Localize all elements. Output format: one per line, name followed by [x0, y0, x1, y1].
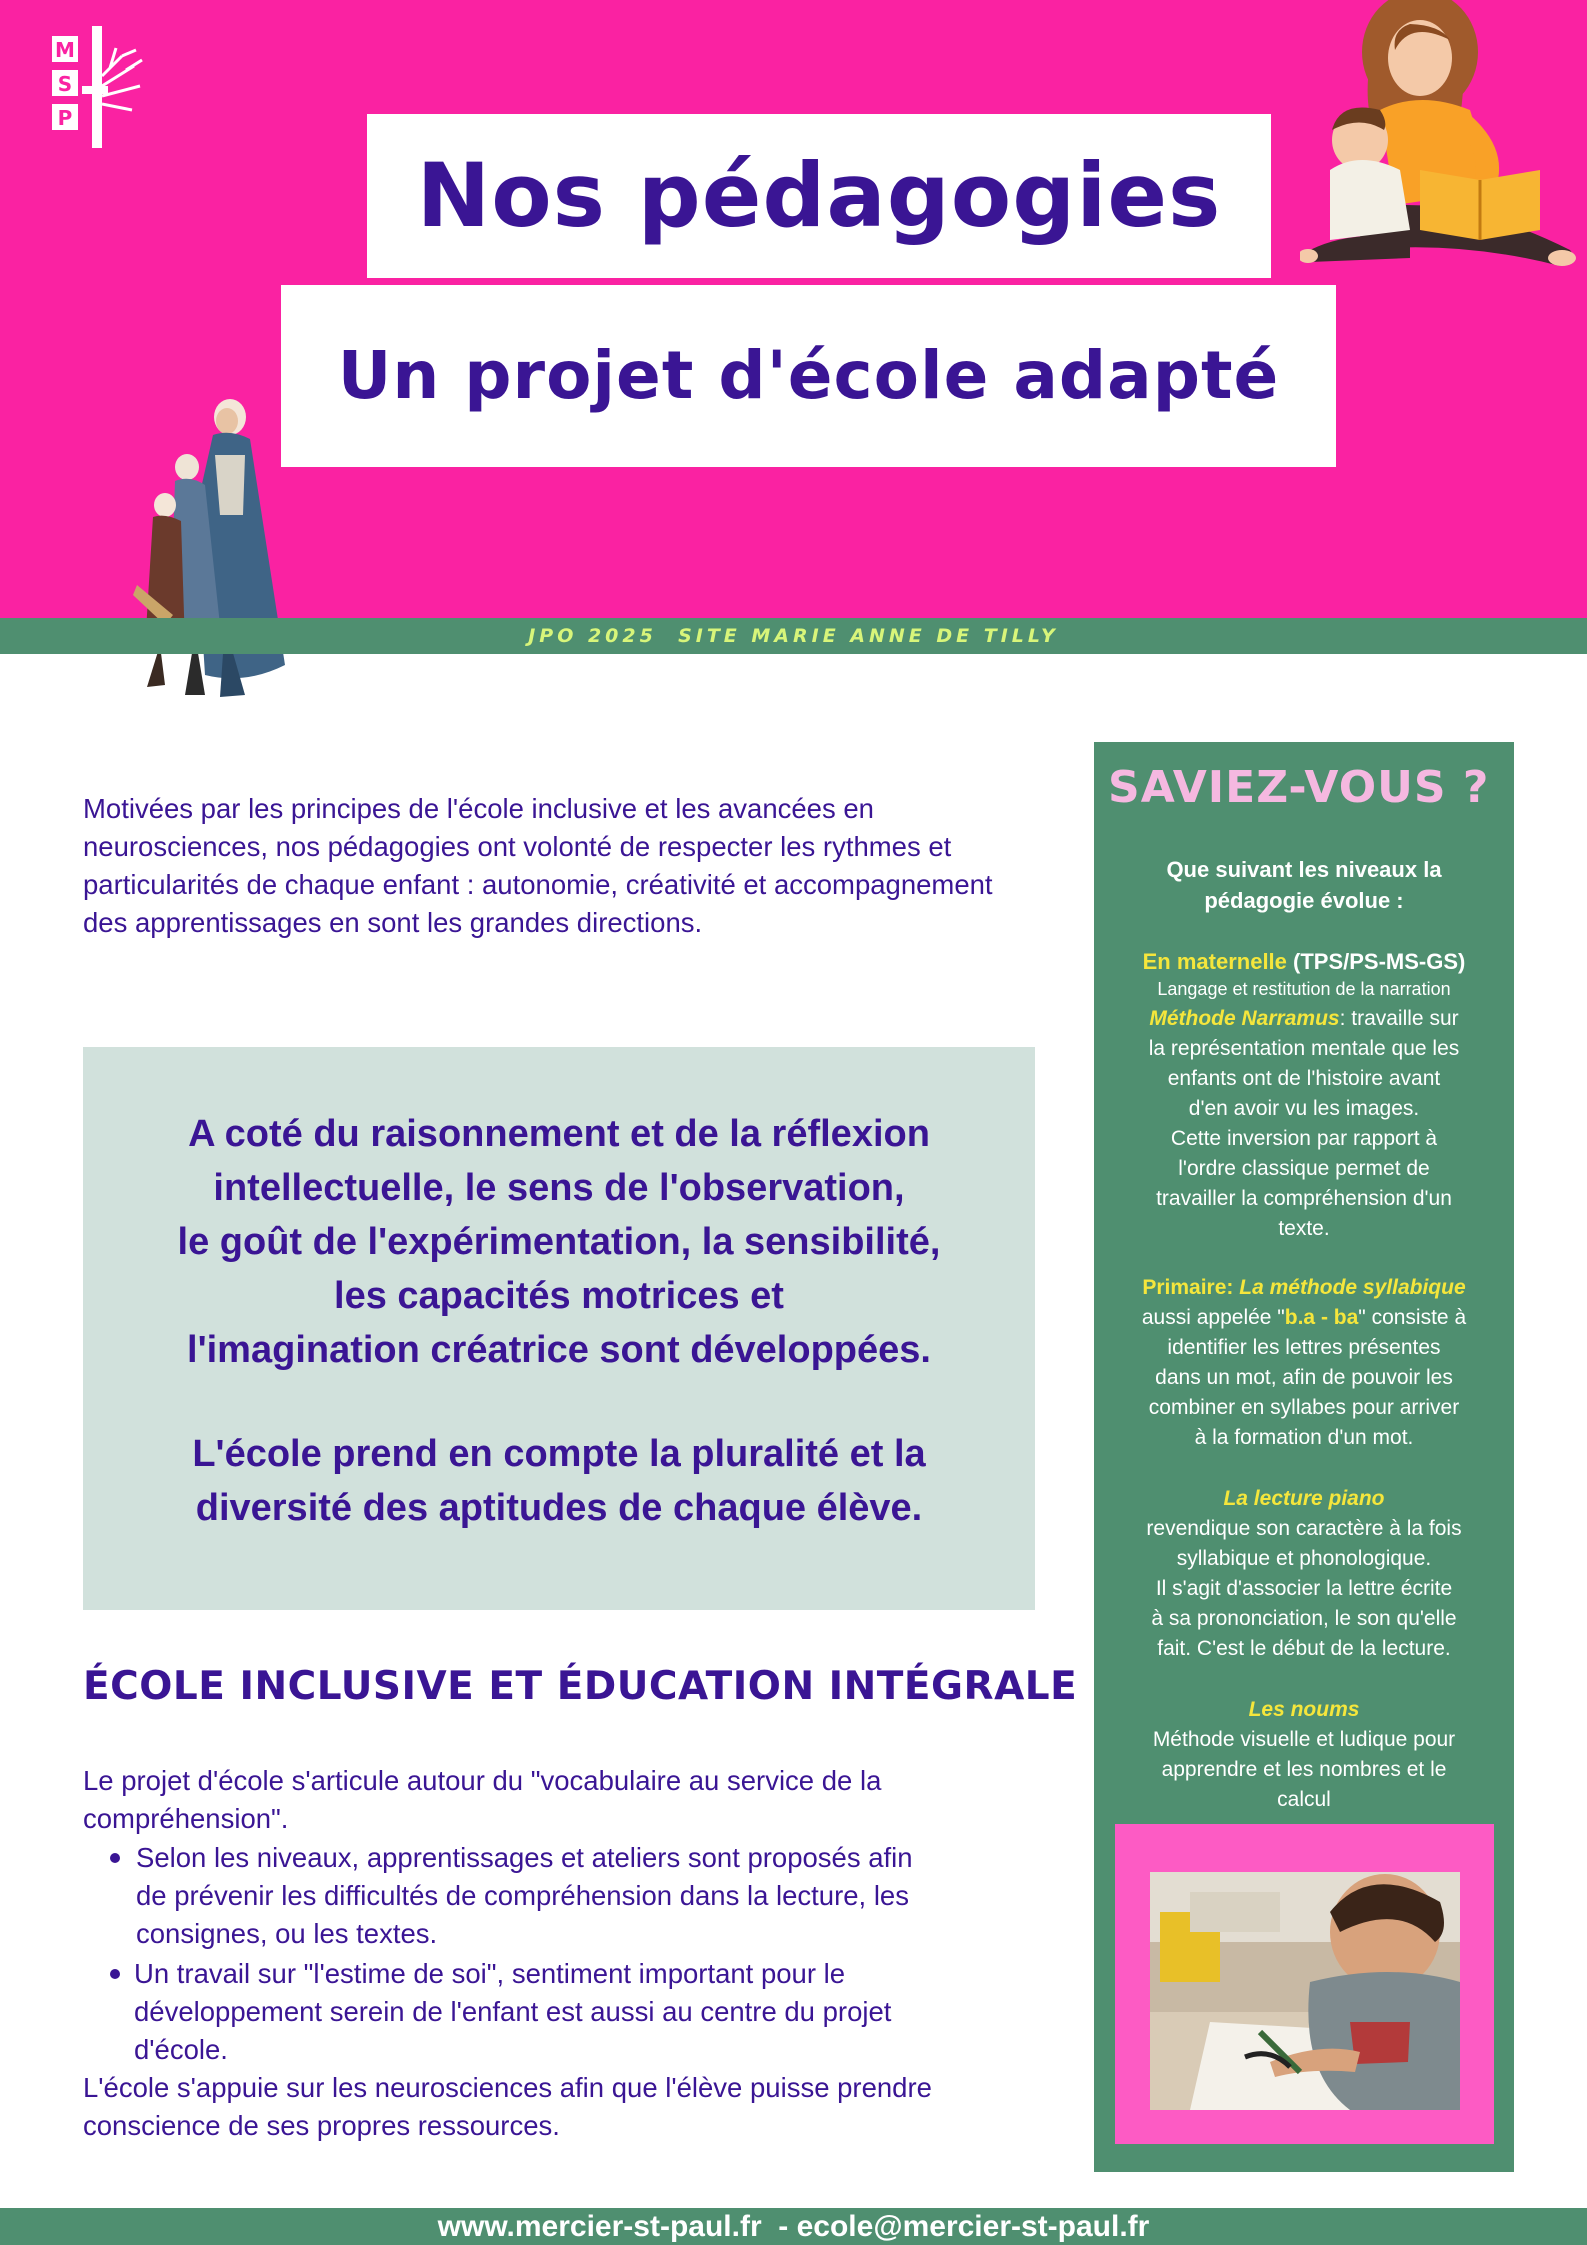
bullet-line: développement serein de l'enfant est aussi au centre du projet — [134, 1996, 892, 2027]
bullet-dot — [110, 1853, 120, 1863]
bullet-line: Un travail sur "l'estime de soi", sentiment important pour le — [134, 1958, 846, 1989]
quote-line: l'imagination créatrice sont développées. — [187, 1329, 931, 1371]
syllabique-code: b.a - ba — [1284, 1306, 1359, 1329]
bullet-line: Selon les niveaux, apprentissages et ateliers sont proposés afin — [136, 1842, 913, 1873]
section-intro-line: Le projet d'école s'articule autour du "vocabulaire au service de la — [83, 1765, 882, 1796]
logo-letter-p: P — [57, 106, 73, 130]
piano-line: Il s'agit d'associer la lettre écrite — [1155, 1577, 1453, 1600]
syllabique-heading — [1094, 1303, 1514, 1333]
narramus-label: Méthode Narramus — [1149, 1007, 1340, 1030]
school-logo — [52, 26, 148, 150]
narramus-line: d'en avoir vu les images. — [1188, 1097, 1420, 1120]
piano-line: revendique son caractère à la fois — [1146, 1517, 1462, 1540]
logo-letter-s: S — [57, 72, 73, 96]
closing-line: conscience de ses propres ressources. — [83, 2110, 560, 2141]
panel-lead-line: pédagogie évolue : — [1204, 888, 1404, 913]
quote-line: diversité des aptitudes de chaque élève. — [195, 1487, 923, 1529]
piano-heading: La lecture piano — [1223, 1487, 1385, 1510]
quote-line: L'école prend en compte la pluralité et la — [192, 1433, 926, 1475]
narramus-heading — [1094, 1004, 1514, 1034]
child-writing-photo — [1150, 1872, 1460, 2110]
maternelle-label: En maternelle — [1142, 949, 1287, 974]
quote-line: A coté du raisonnement et de la réflexion — [188, 1113, 930, 1155]
bullet-line: de prévenir les difficultés de compréhension dans la lecture, les — [136, 1880, 909, 1911]
intro-paragraph: Motivées par les principes de l'école inclusive et les avancées en neurosciences, nos pédagogies ont volonté de respecter les rythmes et particularités de chaque enfant : autonomie, créativité et accompagnement des apprentissages en sont les grandes directions. — [83, 793, 993, 938]
maternelle-heading — [1094, 947, 1514, 977]
syllabique-line: identifier les lettres présentes — [1167, 1336, 1441, 1359]
primaire-heading — [1094, 1273, 1514, 1303]
narramus-rest: : travaille sur — [1339, 1007, 1459, 1030]
piano-line: fait. C'est le début de la lecture. — [1157, 1637, 1451, 1660]
quote-line: les capacités motrices et — [334, 1275, 784, 1317]
bullet-dot — [110, 1969, 120, 1979]
syllabique-pre: aussi appelée " — [1141, 1306, 1285, 1329]
narramus-line: Cette inversion par rapport à — [1170, 1127, 1438, 1150]
jpo-strip-text: JPO 2025 SITE MARIE ANNE DE TILLY — [528, 625, 1059, 647]
noums-line: calcul — [1277, 1788, 1331, 1811]
noums-line: Méthode visuelle et ludique pour — [1152, 1728, 1456, 1751]
syllabique-line: à la formation d'un mot. — [1194, 1426, 1414, 1449]
historical-women-illustration — [125, 395, 300, 700]
piano-line: à sa prononciation, le son qu'elle — [1151, 1607, 1457, 1630]
maternelle-subtitle: Langage et restitution de la narration — [1157, 979, 1451, 999]
primaire-label: Primaire: — [1142, 1276, 1234, 1299]
panel-lead-line: Que suivant les niveaux la — [1166, 857, 1442, 882]
syllabique-post: " consiste à — [1358, 1306, 1467, 1329]
quote-line: le goût de l'expérimentation, la sensibilité, — [177, 1221, 941, 1263]
page-title: Nos pédagogies — [416, 144, 1222, 247]
narramus-line: texte. — [1278, 1217, 1330, 1240]
piano-line: syllabique et phonologique. — [1176, 1547, 1432, 1570]
narramus-line: l'ordre classique permet de — [1178, 1157, 1430, 1180]
bullet-line: d'école. — [134, 2034, 228, 2065]
narramus-line: travailler la compréhension d'un — [1156, 1187, 1452, 1210]
syllabique-line: dans un mot, afin de pouvoir les — [1155, 1366, 1453, 1389]
panel-title: SAVIEZ-VOUS ? — [1108, 762, 1490, 813]
noums-heading: Les noums — [1248, 1698, 1360, 1721]
quote-line: intellectuelle, le sens de l'observation, — [213, 1167, 905, 1209]
maternelle-levels: (TPS/PS-MS-GS) — [1286, 949, 1466, 974]
noums-line: apprendre et les nombres et le — [1161, 1758, 1447, 1781]
narramus-line: la représentation mentale que les — [1148, 1037, 1460, 1060]
primaire-method: La méthode syllabique — [1239, 1276, 1466, 1299]
footer-contact[interactable]: www.mercier-st-paul.fr - ecole@mercier-st-paul.fr — [437, 2210, 1150, 2243]
section-intro-line: compréhension". — [83, 1803, 289, 1834]
page-subtitle: Un projet d'école adapté — [337, 337, 1280, 414]
mother-child-reading-illustration — [1300, 0, 1587, 275]
closing-line: L'école s'appuie sur les neurosciences afin que l'élève puisse prendre — [83, 2072, 932, 2103]
narramus-line: enfants ont de l'histoire avant — [1167, 1067, 1441, 1090]
section-heading: ÉCOLE INCLUSIVE ET ÉDUCATION INTÉGRALE — [83, 1664, 1078, 1709]
syllabique-line: combiner en syllabes pour arriver — [1148, 1396, 1460, 1419]
logo-letter-m: M — [55, 38, 75, 62]
bullet-line: consignes, ou les textes. — [136, 1918, 438, 1949]
